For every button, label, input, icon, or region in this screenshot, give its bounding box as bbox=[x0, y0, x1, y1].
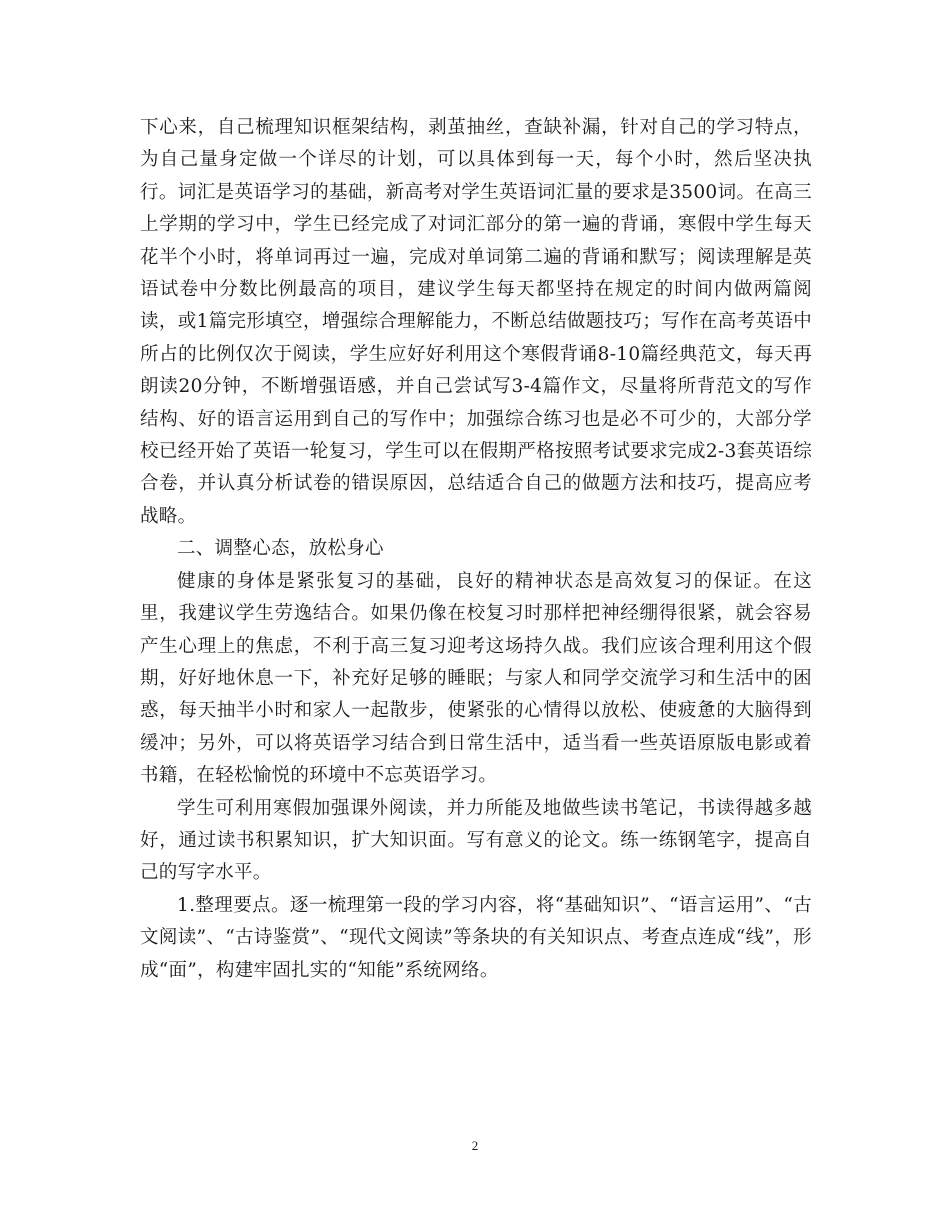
page-body bbox=[140, 112, 812, 987]
section-heading: 二、调整心态，放松身心 bbox=[177, 538, 384, 560]
body-paragraph: 学生可利用寒假加强课外阅读，并力所能及地做些读书笔记，书读得越多越好，通过读书积累知识，扩大知识面。写有意义的论文。练一练钢笔字，提高自己的写字水平。 bbox=[140, 797, 812, 884]
page-number: 2 bbox=[471, 1138, 479, 1153]
body-paragraph: 健康的身体是紧张复习的基础，良好的精神状态是高效复习的保证。在这里，我建议学生劳逸结合。如果仍像在校复习时那样把神经绷得很紧，就会容易产生心理上的焦虑，不利于高三复习迎考这场持久战。我们应该合理利用这个假期，好好地休息一下，补充好足够的睡眠；与家人和同学交流学习和生活中的困惑，每天抽半小时和家人一起散步，使紧张的心情得以放松、使疲惫的大脑得到缓冲；另外，可以将英语学习结合到日常生活中，适当看一些英语原版电影或着书籍，在轻松愉悦的环境中不忘英语学习。 bbox=[140, 570, 812, 787]
body-paragraph: 1.整理要点。逐一梳理第一段的学习内容，将“基础知识”、“语言运用”、“古文阅读”、“古诗鉴赏”、“现代文阅读”等条块的有关知识点、考查点连成“线”，形成“面”，构建牢固扎实的“知能”系统网络。 bbox=[140, 894, 812, 981]
body-paragraph-continued: 下心来，自己梳理知识框架结构，剥茧抽丝，查缺补漏，针对自己的学习特点，为自己量身定做一个详尽的计划，可以具体到每一天，每个小时，然后坚决执行。词汇是英语学习的基础，新高考对学生英语词汇量的要求是3500词。在高三上学期的学习中，学生已经完成了对词汇部分的第一遍的背诵，寒假中学生每天花半个小时，将单词再过一遍，完成对单词第二遍的背诵和默写；阅读理解是英语试卷中分数比例最高的项目，建议学生每天都坚持在规定的时间内做两篇阅读，或1篇完形填空，增强综合理解能力，不断总结做题技巧；写作在高考英语中所占的比例仅次于阅读，学生应好好利用这个寒假背诵8-10篇经典范文，每天再朗读20分钟，不断增强语感，并自己尝试写3-4篇作文，尽量将所背范文的写作结构、好的语言运用到自己的写作中；加强综合练习也是必不可少的，大部分学校已经开始了英语一轮复习，学生可以在假期严格按照考试要求完成2-3套英语综合卷，并认真分析试卷的错误原因，总结适合自己的做题方法和技巧，提高应考战略。 bbox=[140, 117, 812, 527]
